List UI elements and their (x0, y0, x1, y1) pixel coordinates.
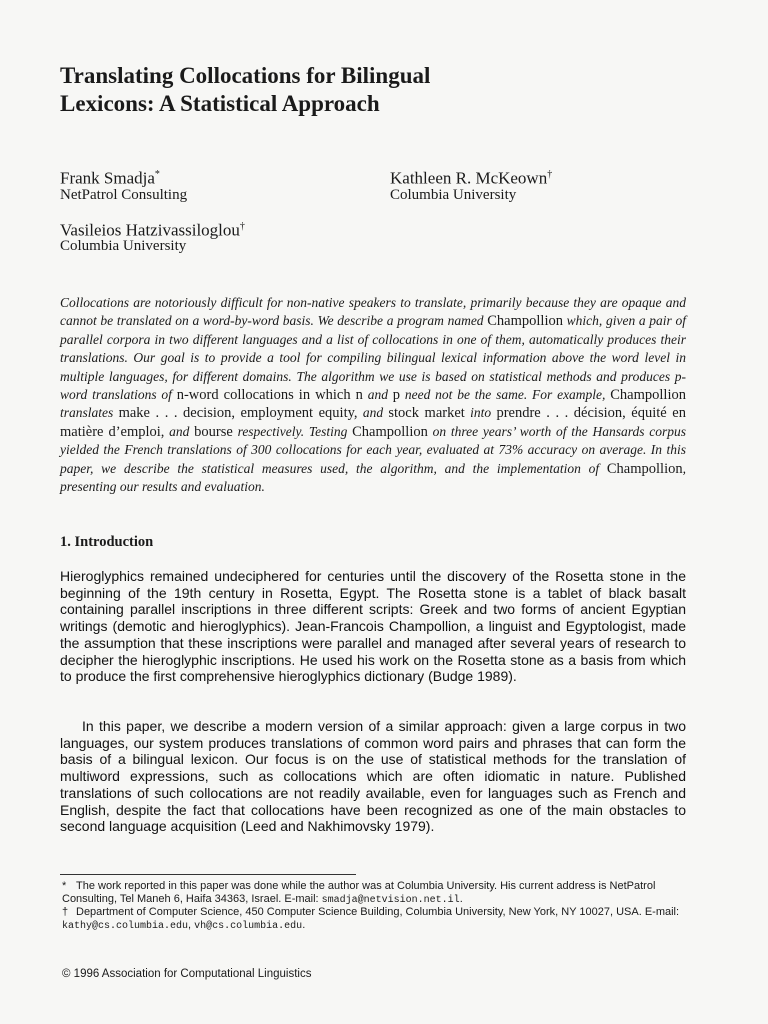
author-name-smadja: Frank Smadja* (60, 168, 160, 188)
footnote-columbia: † Department of Computer Science, 450 Computer Science Building, Columbia University, New York, NY 10027, USA. E-mail: kathy@cs.columbia.edu, vh@cs.columbia.edu. (62, 906, 680, 932)
intro-paragraph-2: In this paper, we describe a modern version of a similar approach: given a large corpus in two languages, our system produces translations of common word pairs and phrases that can form the basis of a bilingual lexicon. Our focus is on the use of statistical methods for the translation of multiword expressions, such as collocations which are often idiomatic in nature. Published translations of such collocations are not readily available, even for languages such as French and English, despite the fact that collocations have been recognized as one of the main obstacles to second language acquisition (Leed and Nakhimovsky 1979). (60, 718, 686, 835)
paper-title (60, 62, 700, 118)
copyright-notice: © 1996 Association for Computational Linguistics (62, 968, 312, 980)
author-affiliation-mckeown: Columbia University (390, 187, 517, 203)
title-line-1: Translating Collocations for Bilingual (60, 63, 431, 88)
section-heading-introduction: 1. Introduction (60, 534, 154, 550)
title-line-2: Lexicons: A Statistical Approach (60, 91, 380, 116)
footnote-author-smadja: * The work reported in this paper was done while the author was at Columbia University. His current address is NetPatrol Consulting, Tel Maneh 6, Haifa 34363, Israel. E-mail: smadja@netvision.net.il. (62, 880, 656, 906)
author-name-mckeown: Kathleen R. McKeown† (390, 168, 553, 188)
footnote-divider (60, 874, 356, 875)
author-name-hatzivassiloglou: Vasileios Hatzivassiloglou† (60, 220, 245, 240)
author-affiliation-hatzivassiloglou: Columbia University (60, 238, 187, 254)
author-affiliation-smadja: NetPatrol Consulting (60, 187, 188, 203)
abstract: Collocations are notoriously difficult for non-native speakers to translate, primarily because they are opaque and cannot be translated on a word-by-word basis. We describe a program named Champollion which, given a pair of parallel corpora in two different languages and a list of collocations in one of them, automatically produces their translations. Our goal is to provide a tool for compiling bilingual lexical information above the word level in multiple languages, for different domains. The algorithm we use is based on statistical methods and produces p-word translations of n-word collocations in which n and p need not be the same. For example, Champollion translates make . . . decision, employment equity, and stock market into prendre . . . décision, équité en matière d’emploi, and bourse respectively. Testing Champollion on three years’ worth of the Hansards corpus yielded the French translations of 300 collocations for each year, evaluated at 73% accuracy on average. In this paper, we describe the statistical measures used, the algorithm, and the implementation of Champollion, presenting our results and evaluation. (60, 295, 686, 495)
intro-paragraph-1: Hieroglyphics remained undeciphered for centuries until the discovery of the Rosetta stone in the beginning of the 19th century in Rosetta, Egypt. The Rosetta stone is a tablet of black basalt containing parallel inscriptions in three different scripts: Greek and two forms of ancient Egyptian writings (demotic and hieroglyphics). Jean-Francois Champollion, a linguist and Egyptologist, made the assumption that these inscriptions were parallel and managed after several years of research to decipher the hieroglyphic inscriptions. He used his work on the Rosetta stone as a basis from which to produce the first comprehensive hieroglyphics dictionary (Budge 1989). (60, 568, 686, 685)
